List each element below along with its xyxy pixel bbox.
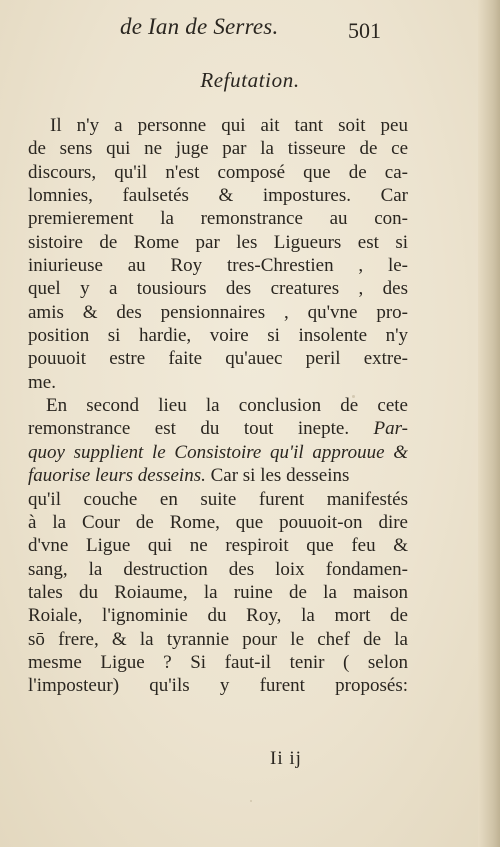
line-text: tales du Roiaume, la ruine de la maison bbox=[28, 581, 408, 603]
text-line bbox=[28, 231, 408, 254]
text-line bbox=[28, 674, 408, 697]
text-line bbox=[28, 277, 408, 300]
text-line bbox=[28, 114, 408, 137]
text-line bbox=[28, 558, 408, 581]
line-text: Il n'y a personne qui ait tant soit peu bbox=[50, 115, 408, 136]
text-line bbox=[28, 161, 408, 184]
text-line bbox=[28, 441, 408, 464]
text-line bbox=[28, 254, 408, 277]
running-head-title: de Ian de Serres. bbox=[120, 14, 279, 39]
text-line bbox=[28, 651, 408, 674]
line-text: de sens qui ne juge par la tisseure de ce bbox=[28, 138, 408, 160]
text-line bbox=[28, 184, 408, 207]
line-text: Car si les desseins bbox=[205, 465, 350, 487]
page-number: 501 bbox=[348, 18, 381, 43]
text-line bbox=[28, 488, 408, 511]
line-text: premierement la remonstrance au con- bbox=[28, 208, 408, 230]
line-text: iniurieuse au Roy tres-Chrestien , le- bbox=[28, 255, 408, 277]
section-heading: Refutation. bbox=[200, 68, 300, 92]
page-gutter bbox=[478, 0, 500, 847]
text-line bbox=[28, 417, 408, 440]
text-line bbox=[28, 137, 408, 160]
text-line bbox=[28, 628, 408, 651]
text-line bbox=[28, 371, 408, 394]
line-text: quel y a tousiours des creatures , des bbox=[28, 278, 408, 300]
line-text: d'vne Ligue qui ne respiroit que feu & bbox=[28, 535, 408, 557]
paper-spot bbox=[352, 395, 355, 398]
italic-quotation: fauorise leurs desseins. bbox=[28, 465, 206, 487]
text-line bbox=[28, 464, 408, 487]
text-line bbox=[28, 604, 408, 627]
text-line bbox=[28, 534, 408, 557]
italic-quotation: Par- bbox=[373, 418, 408, 440]
line-text: amis & des pensionnaires , qu'vne pro- bbox=[28, 301, 408, 323]
paper-spot bbox=[250, 800, 252, 802]
italic-quotation: quoy supplient le Consistoire qu'il approuue & bbox=[28, 441, 408, 463]
line-text: me. bbox=[28, 371, 56, 393]
line-text: l'imposteur) qu'ils y furent proposés: bbox=[28, 675, 408, 697]
line-text: sang, la destruction des loix fondamen- bbox=[28, 558, 408, 580]
text-line bbox=[28, 324, 408, 347]
line-text: lomnies, faulsetés & impostures. Car bbox=[28, 185, 408, 207]
text-line bbox=[28, 207, 408, 230]
line-text: mesme Ligue ? Si faut-il tenir ( selon bbox=[28, 651, 408, 673]
body-text bbox=[28, 114, 408, 698]
line-text: à la Cour de Rome, que pouuoit-on dire bbox=[28, 511, 408, 533]
line-text: qu'il couche en suite furent manifestés bbox=[28, 488, 408, 510]
text-line bbox=[28, 581, 408, 604]
line-text: Roiale, l'ignominie du Roy, la mort de bbox=[28, 605, 408, 627]
line-text: sō frere, & la tyrannie pour le chef de la bbox=[28, 628, 408, 650]
text-line bbox=[28, 301, 408, 324]
catchword: Ii ij bbox=[270, 748, 302, 769]
text-line bbox=[28, 394, 408, 417]
line-text: En second lieu la conclusion de cete bbox=[46, 395, 408, 417]
line-text: discours, qu'il n'est composé que de ca- bbox=[28, 161, 408, 183]
line-text: pouuoit estre faite qu'auec peril extre- bbox=[28, 348, 408, 370]
text-line bbox=[28, 347, 408, 370]
line-text: position si hardie, voire si insolente n'y bbox=[28, 325, 408, 347]
line-text: remonstrance est du tout inepte. bbox=[28, 418, 374, 440]
line-text: sistoire de Rome par les Ligueurs est si bbox=[28, 231, 408, 253]
text-line bbox=[28, 511, 408, 534]
